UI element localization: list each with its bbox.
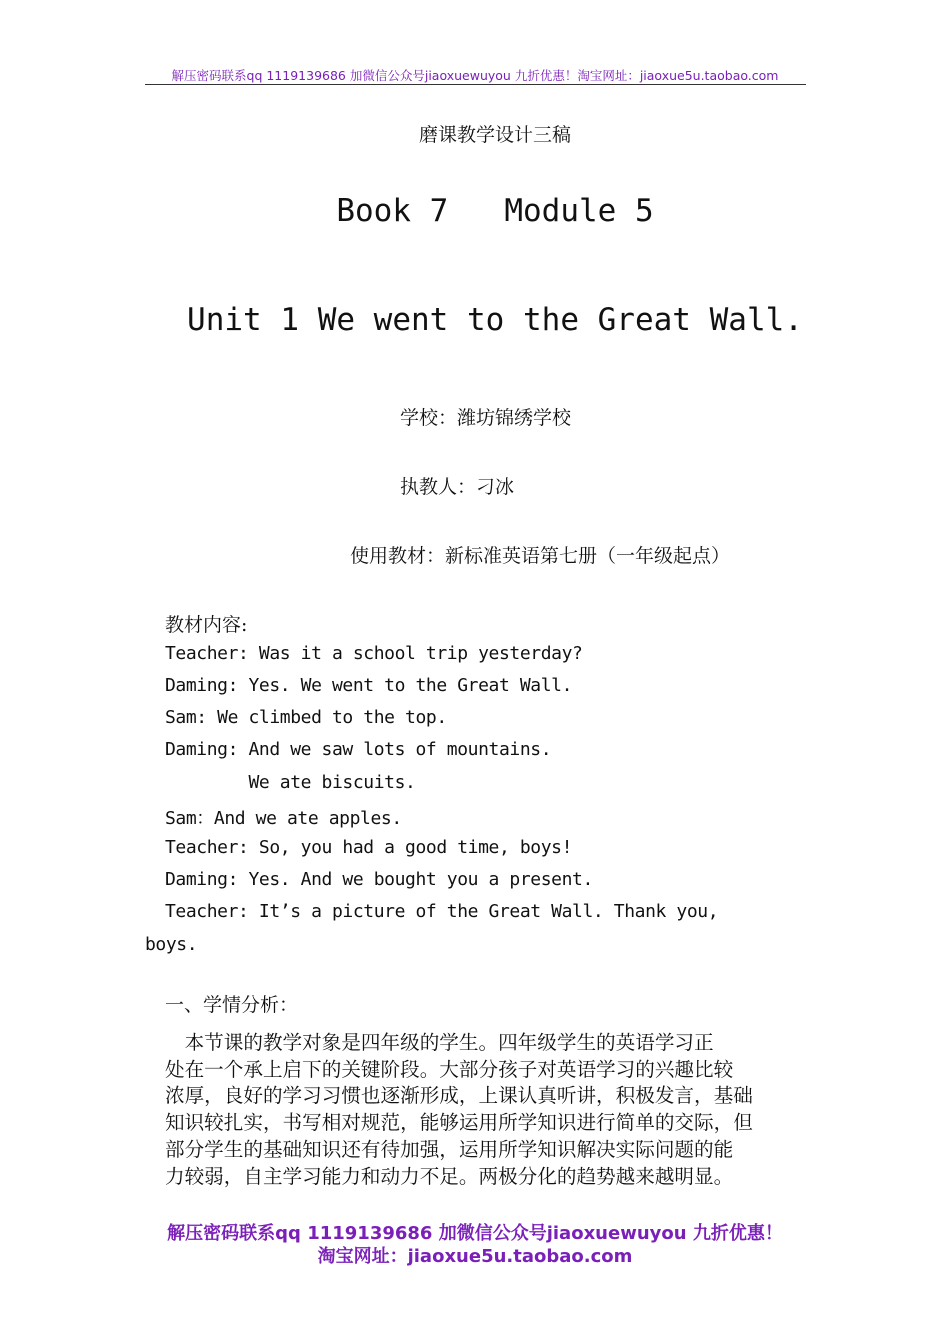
dialogue-line: We ate biscuits. xyxy=(165,772,416,793)
paragraph-line: 处在一个承上启下的关键阶段。大部分孩子对英语学习的兴趣比较 xyxy=(165,1058,734,1081)
dialogue-line: boys. xyxy=(145,934,198,955)
paragraph-line: 浓厚，良好的学习习惯也逐渐形成，上课认真听讲，积极发言，基础 xyxy=(165,1084,753,1107)
dialogue-line: Sam：And we ate apples. xyxy=(165,808,402,829)
footer-watermark-line-1: 解压密码联系qq 1119139686 加微信公众号jiaoxuewuyou 九折优惠！ xyxy=(167,1223,783,1244)
paragraph-line: 本节课的教学对象是四年级的学生。四年级学生的英语学习正 xyxy=(165,1031,714,1054)
dialogue-heading: 教材内容: xyxy=(165,614,248,636)
paragraph-line: 部分学生的基础知识还有待加强，运用所学知识解决实际问题的能 xyxy=(165,1138,734,1161)
header-divider xyxy=(145,84,806,85)
textbook-info: 使用教材：新标准英语第七册（一年级起点） xyxy=(350,545,731,567)
section-heading-learner-analysis: 一、学情分析： xyxy=(165,994,299,1016)
dialogue-line: Teacher: It’s a picture of the Great Wall. Thank you, xyxy=(165,901,719,922)
paragraph-line: 力较弱，自主学习能力和动力不足。两极分化的趋势越来越明显。 xyxy=(165,1165,734,1188)
document-kind: 磨课教学设计三稿 xyxy=(418,124,571,146)
dialogue-line: Daming: And we saw lots of mountains. xyxy=(165,739,552,760)
dialogue-line: Sam: We climbed to the top. xyxy=(165,707,447,728)
header-watermark-note: 解压密码联系qq 1119139686 加微信公众号jiaoxuewuyou 九折优惠！淘宝网址：jiaoxue5u.taobao.com xyxy=(171,68,779,83)
school-info: 学校：潍坊锦绣学校 xyxy=(400,407,572,429)
dialogue-line: Teacher: So, you had a good time, boys! xyxy=(165,837,573,858)
dialogue-line: Daming: Yes. And we bought you a present. xyxy=(165,869,593,890)
paragraph-line: 知识较扎实，书写相对规范，能够运用所学知识进行简单的交际，但 xyxy=(165,1111,753,1134)
dialogue-line: Teacher: Was it a school trip yesterday? xyxy=(165,643,583,664)
footer-watermark-line-2: 淘宝网址：jiaoxue5u.taobao.com xyxy=(317,1246,633,1267)
teacher-info: 执教人：刁冰 xyxy=(400,476,515,498)
dialogue-line: Daming: Yes. We went to the Great Wall. xyxy=(165,675,573,696)
book-module-title: Book 7 Module 5 xyxy=(336,193,654,229)
unit-title: Unit 1 We went to the Great Wall. xyxy=(187,302,803,338)
